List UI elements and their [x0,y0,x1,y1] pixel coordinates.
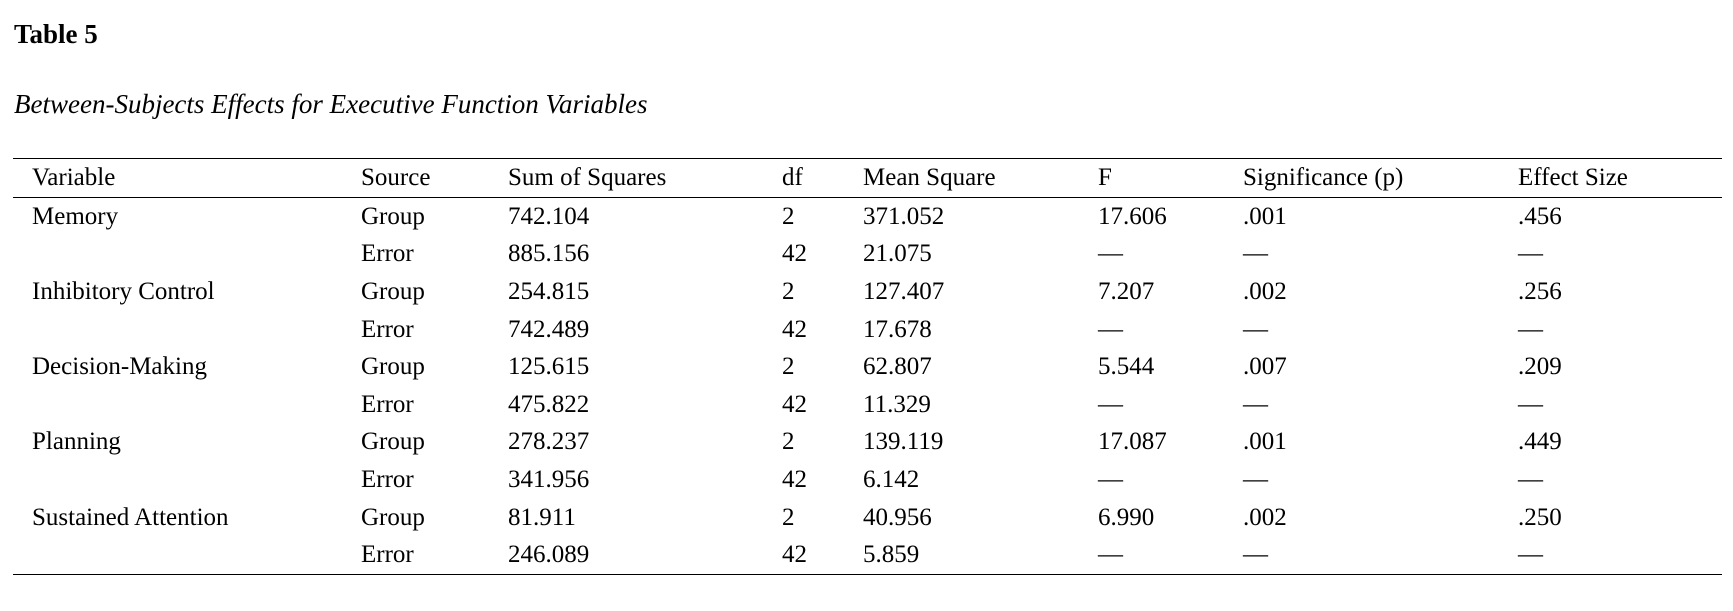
cell-sum-of-squares: 742.104 [508,202,590,230]
cell-variable [13,386,361,424]
header-f: F [1098,164,1112,191]
cell-variable: Planning [32,428,121,456]
cell-source: Group [361,353,425,381]
header-row [13,159,1722,198]
table-row [13,461,1722,499]
cell-f: 6.990 [1098,503,1155,531]
cell-f: 17.606 [1098,202,1167,230]
cell-source: Group [361,503,425,531]
cell-f: — [1098,315,1123,343]
table-row [13,236,1722,274]
cell-significance: .001 [1243,428,1287,456]
cell-sum-of-squares: 278.237 [508,428,590,456]
cell-source: Error [361,541,414,569]
cell-variable: Inhibitory Control [32,277,215,305]
cell-significance: .001 [1243,202,1287,230]
cell-significance: — [1243,240,1268,268]
cell-f: — [1098,390,1123,418]
between-subjects-effects-table [13,158,1722,575]
header-significance: Significance (p) [1243,164,1404,191]
cell-significance: — [1243,390,1268,418]
cell-f: — [1098,240,1123,268]
cell-source: Error [361,465,414,493]
cell-source: Error [361,240,414,268]
table-body [13,198,1722,575]
cell-significance: .002 [1243,277,1287,305]
cell-sum-of-squares: 885.156 [508,240,590,268]
table-row [13,348,1722,386]
cell-significance: .002 [1243,503,1287,531]
cell-df: 42 [782,465,807,493]
cell-source: Group [361,428,425,456]
cell-variable: Sustained Attention [32,503,229,531]
cell-df: 42 [782,315,807,343]
header-mean-square: Mean Square [863,164,996,191]
cell-df: 2 [782,428,795,456]
cell-df: 2 [782,353,795,381]
cell-variable [13,461,361,499]
cell-mean-square: 127.407 [863,277,945,305]
cell-source: Group [361,202,425,230]
table-row [13,499,1722,537]
header-sum-of-squares: Sum of Squares [508,164,667,191]
cell-variable [13,311,361,349]
table-number: Table 5 [14,19,98,49]
cell-variable: Memory [32,202,119,230]
table-row [13,536,1722,574]
cell-mean-square: 11.329 [863,390,931,418]
cell-effect-size: — [1518,315,1543,343]
cell-sum-of-squares: 246.089 [508,541,590,569]
cell-sum-of-squares: 81.911 [508,503,576,531]
cell-effect-size: .456 [1518,202,1562,230]
table-row [13,311,1722,349]
cell-mean-square: 40.956 [863,503,932,531]
table-row [13,386,1722,424]
cell-mean-square: 62.807 [863,353,932,381]
cell-mean-square: 139.119 [863,428,944,456]
cell-f: 17.087 [1098,428,1167,456]
cell-significance: .007 [1243,353,1287,381]
cell-source: Error [361,390,414,418]
cell-effect-size: — [1518,240,1543,268]
cell-f: — [1098,541,1123,569]
cell-effect-size: .250 [1518,503,1562,531]
cell-effect-size: .449 [1518,428,1562,456]
cell-significance: — [1243,315,1268,343]
cell-mean-square: 6.142 [863,465,920,493]
cell-effect-size: — [1518,541,1543,569]
cell-mean-square: 17.678 [863,315,932,343]
header-variable: Variable [32,164,116,191]
table-row [13,424,1722,462]
cell-df: 2 [782,277,795,305]
table-row [13,198,1722,236]
cell-df: 42 [782,240,807,268]
cell-sum-of-squares: 254.815 [508,277,590,305]
cell-source: Group [361,277,425,305]
cell-effect-size: .256 [1518,277,1562,305]
cell-sum-of-squares: 341.956 [508,465,590,493]
cell-f: 5.544 [1098,353,1155,381]
cell-effect-size: — [1518,390,1543,418]
cell-mean-square: 371.052 [863,202,945,230]
cell-significance: — [1243,541,1268,569]
table-header [13,159,1722,198]
cell-source: Error [361,315,414,343]
table-caption: Between-Subjects Effects for Executive Function Variables [14,89,648,119]
cell-variable [13,536,361,574]
cell-df: 2 [782,202,795,230]
cell-effect-size: — [1518,465,1543,493]
cell-significance: — [1243,465,1268,493]
header-source: Source [361,164,431,191]
cell-df: 42 [782,390,807,418]
cell-df: 2 [782,503,795,531]
header-df: df [782,164,803,191]
cell-mean-square: 21.075 [863,240,932,268]
cell-sum-of-squares: 125.615 [508,353,590,381]
cell-f: — [1098,465,1123,493]
cell-variable: Decision-Making [32,353,207,381]
cell-mean-square: 5.859 [863,541,920,569]
cell-f: 7.207 [1098,277,1155,305]
cell-df: 42 [782,541,807,569]
header-effect-size: Effect Size [1518,164,1628,191]
cell-effect-size: .209 [1518,353,1562,381]
cell-sum-of-squares: 742.489 [508,315,590,343]
table-row [13,273,1722,311]
cell-variable [13,236,361,274]
cell-sum-of-squares: 475.822 [508,390,590,418]
